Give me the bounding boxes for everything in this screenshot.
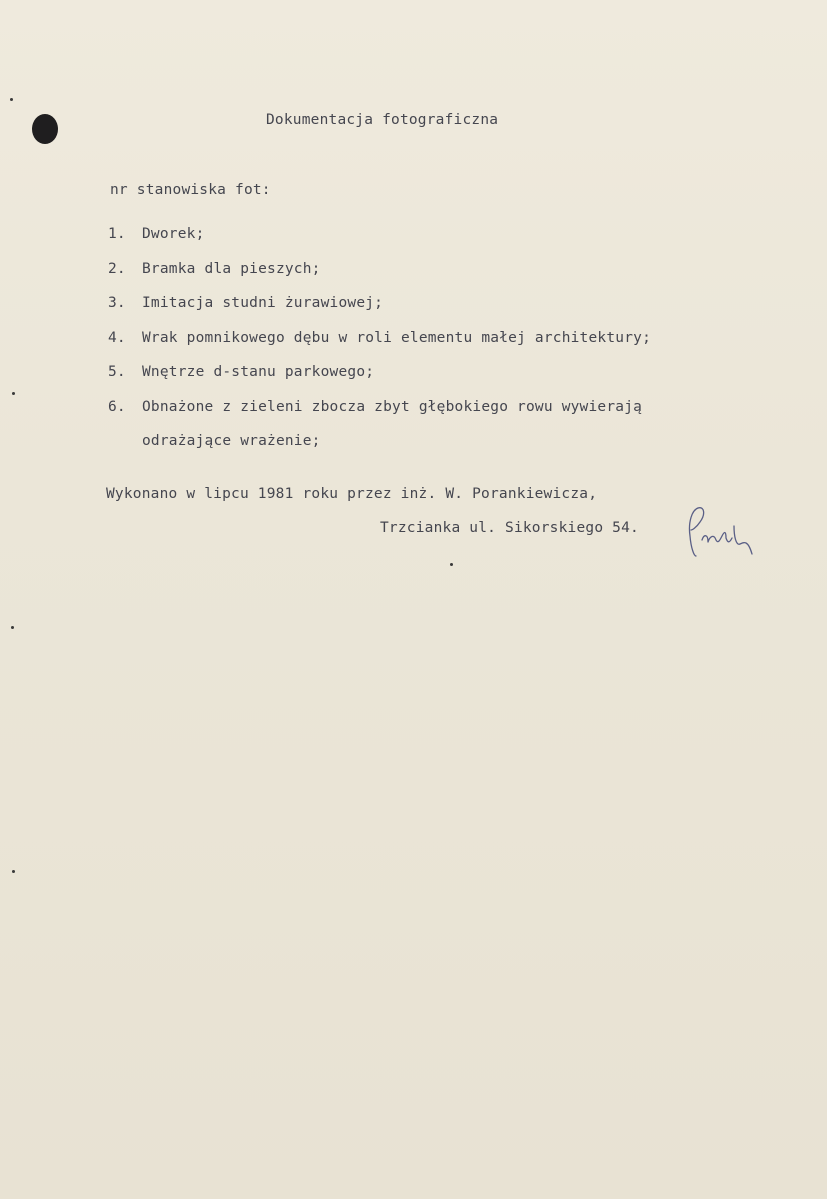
- paper-speck: [10, 98, 13, 101]
- item-text-continuation: odrażające wrażenie;: [142, 433, 321, 449]
- item-text: Imitacja studni żurawiowej;: [142, 295, 384, 311]
- item-number: 1.: [108, 226, 126, 242]
- section-label: nr stanowiska fot:: [110, 182, 271, 198]
- document-title: Dokumentacja fotograficzna: [266, 112, 499, 128]
- item-number: 3.: [108, 295, 126, 311]
- list-item: [108, 328, 651, 363]
- list-item: [108, 397, 651, 432]
- item-text: Wrak pomnikowego dębu w roli elementu małej architektury;: [142, 329, 651, 346]
- photo-station-list: [108, 224, 651, 466]
- footer-address-line: Trzcianka ul. Sikorskiego 54.: [380, 520, 639, 536]
- item-number: 4.: [108, 329, 126, 346]
- list-item: [108, 224, 651, 259]
- item-text: Bramka dla pieszych;: [142, 260, 321, 277]
- list-item: [108, 362, 651, 397]
- list-item: [108, 293, 651, 328]
- paper-speck: [12, 870, 15, 873]
- paper-speck: [450, 563, 453, 566]
- list-item-continuation: [108, 431, 651, 466]
- paper-speck: [12, 392, 15, 395]
- handwritten-signature-icon: [682, 500, 754, 564]
- item-text: Wnętrze d-stanu parkowego;: [142, 364, 375, 380]
- item-number: 6.: [108, 398, 126, 415]
- item-text: Dworek;: [142, 226, 205, 242]
- footer-author-line: Wykonano w lipcu 1981 roku przez inż. W. Porankiewicza,: [106, 486, 598, 502]
- item-number: 5.: [108, 364, 126, 380]
- item-text: Obnażone z zieleni zbocza zbyt głębokiego rowu wywierają: [142, 398, 643, 415]
- item-number: 2.: [108, 260, 126, 277]
- paper-speck: [11, 626, 14, 629]
- list-item: [108, 259, 651, 294]
- punch-hole: [32, 114, 58, 144]
